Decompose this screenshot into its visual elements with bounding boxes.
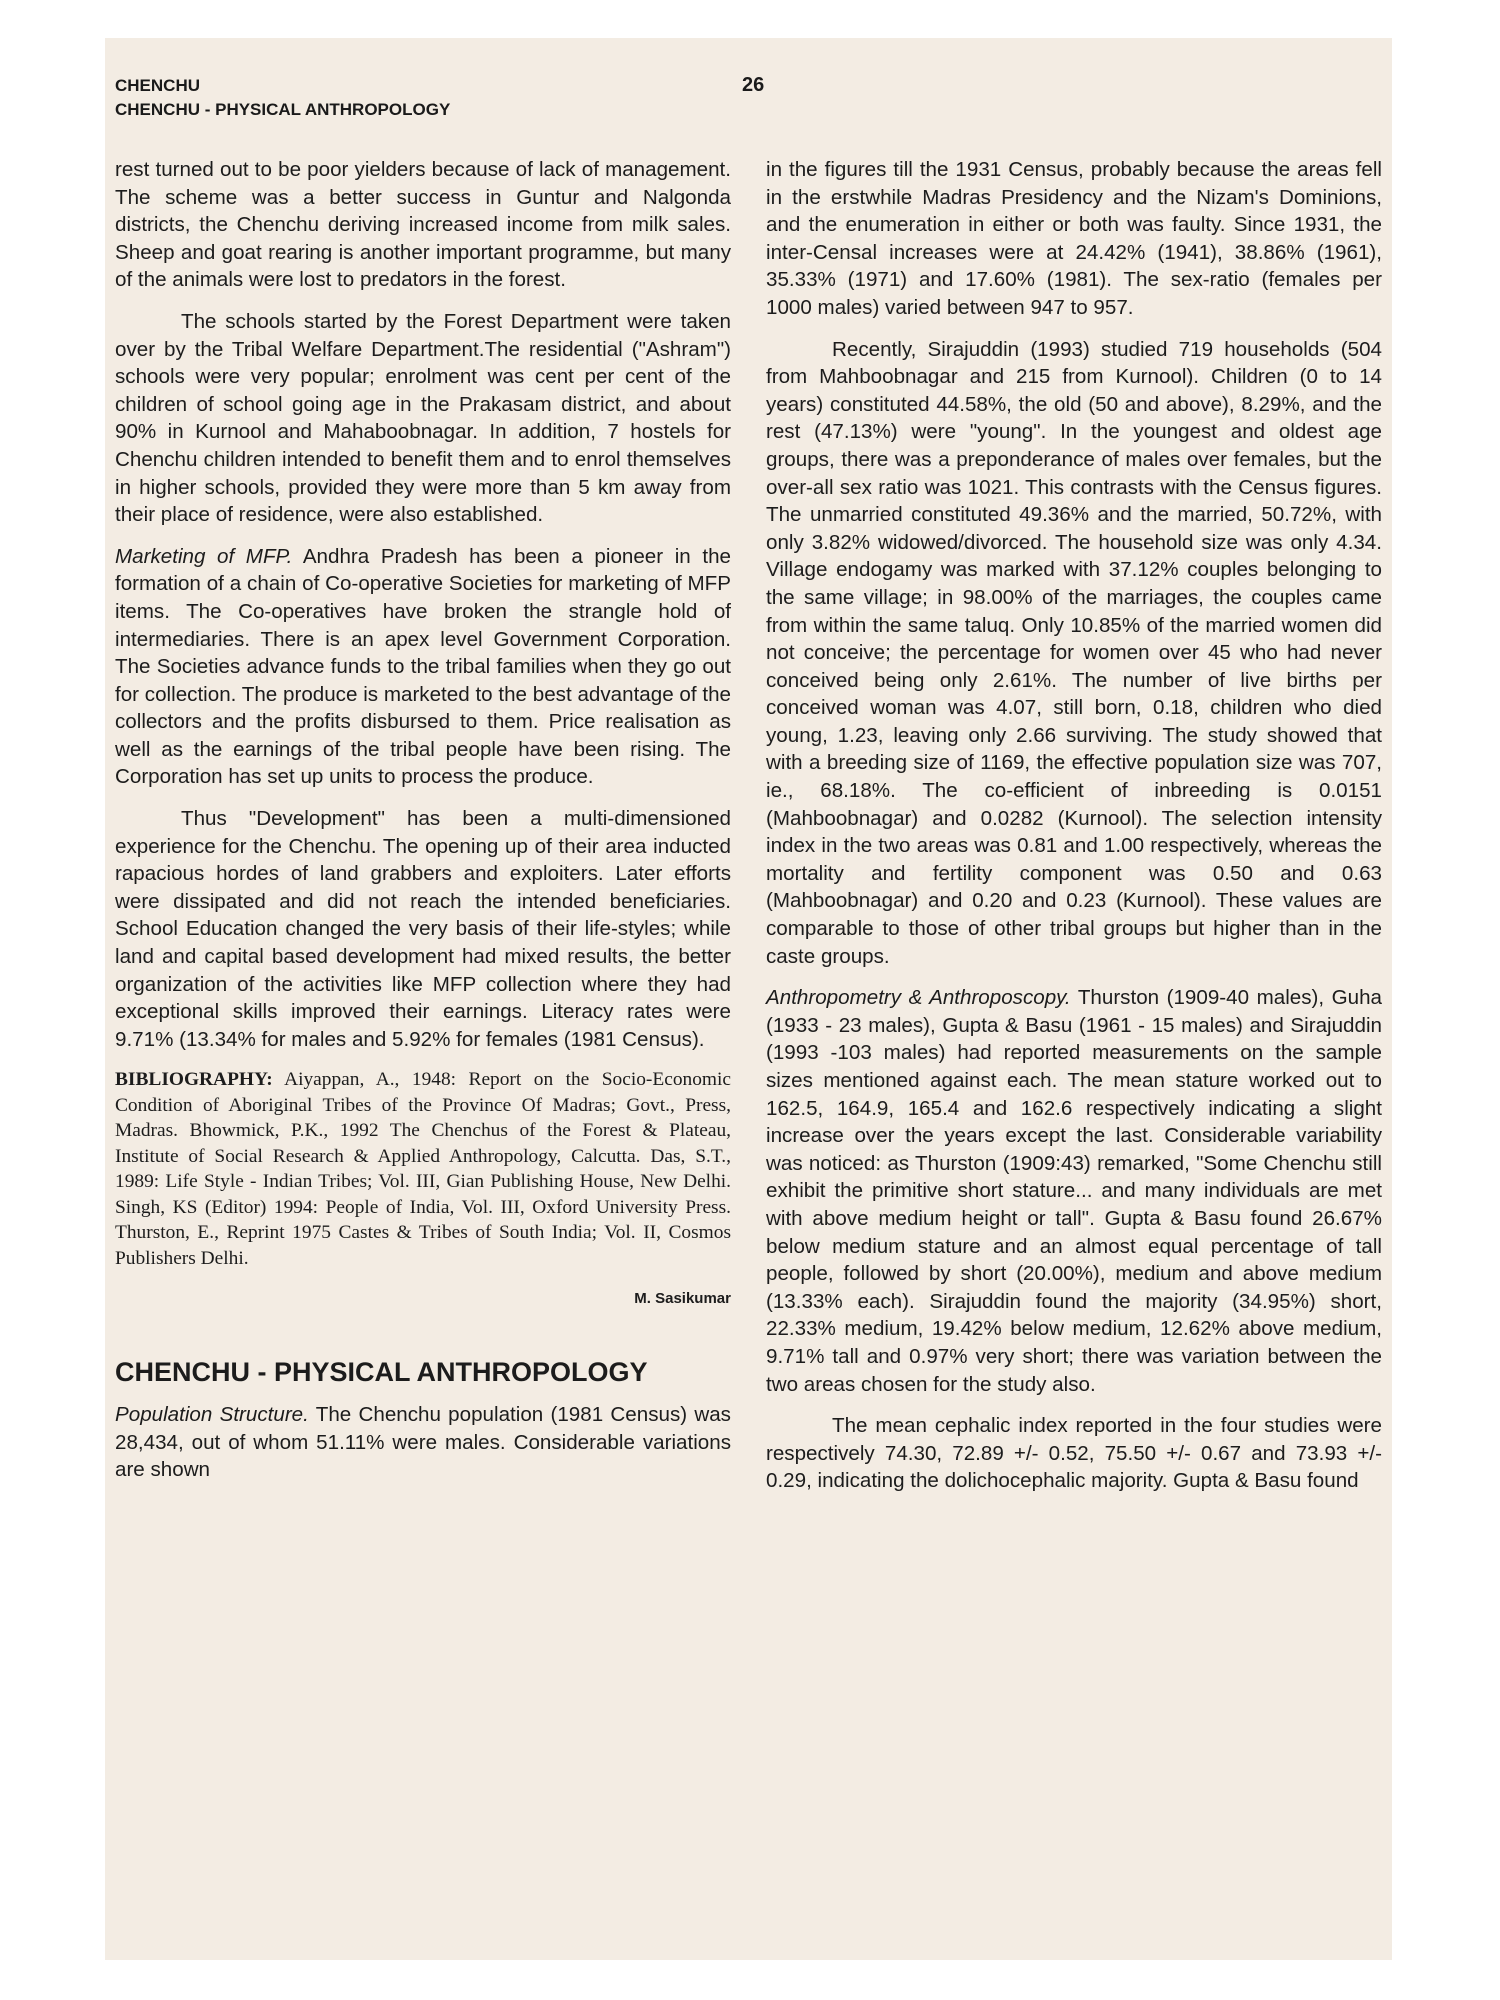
page-number: 26 (742, 74, 765, 96)
paragraph: The mean cephalic index reported in the four studies were respectively 74.30, 72.89 +/- 0.52, 75.50 +/- 0.67 and 73.93 +/- 0.29, indicating the dolichocephalic majority. Gupta & Basu found (766, 1414, 1382, 1493)
paragraph: The schools started by the Forest Department were taken over by the Tribal Welfare Department.The residential ("Ashram") schools were very popular; enrolment was cent per cent of the children of school going age in the Prakasam district, and about 90% in Kurnool and Mahaboobnagar. In addition, 7 hostels for Chenchu children intended to benefit them and to enrol themselves in higher schools, provided they were more than 5 km away from their place of residence, were also established. (115, 309, 731, 527)
header-subtitle: CHENCHU - PHYSICAL ANTHROPOLOGY (115, 100, 451, 119)
paragraph-text: The Chenchu population (1981 Census) was 28,434, out of whom 51.11% were males. Considerable variations are shown (115, 1403, 731, 1482)
document-page (105, 38, 1392, 1960)
paragraph-text: Andhra Pradesh has been a pioneer in the formation of a chain of Co-operative Societies for marketing of MFP items. The Co-operatives have broken the strangle hold of intermediaries. There is an apex level Government Corporation. The Societies advance funds to the tribal families when they go out for collection. The produce is marketed to the best advantage of the collectors and the profits disbursed to them. Price realisation as well as the earnings of the tribal people have been rising. The Corporation has set up units to process the produce. (115, 544, 731, 789)
paragraph (115, 1401, 731, 1484)
right-column (766, 156, 1382, 1509)
bibliography-text: Aiyappan, A., 1948: Report on the Socio-Economic Condition of Aboriginal Tribes of the Province Of Madras; Govt., Press, Madras. Bhowmick, P.K., 1992 The Chenchus of the Forest & Plateau, Institute of Social Research & Applied Anthropology, Calcutta. Das, S.T., 1989: Life Style - Indian Tribes; Vol. III, Gian Publishing House, New Delhi. Singh, KS (Editor) 1994: People of India, Vol. III, Oxford University Press. Thurston, E., Reprint 1975 Castes & Tribes of South India; Vol. II, Cosmos Publishers Delhi. (115, 1069, 731, 1269)
header-title: CHENCHU (115, 76, 200, 95)
author-signature: M. Sasikumar (634, 1290, 731, 1308)
bibliography (115, 1067, 731, 1271)
paragraph (115, 543, 731, 791)
paragraph-text: Thurston (1909-40 males), Guha (1933 - 23 males), Gupta & Basu (1961 - 15 males) and Sirajuddin (1993 -103 males) had reported measurements on the sample sizes mentioned against each. The mean stature worked out to 162.5, 164.9, 165.4 and 162.6 respectively indicating a slight increase over the years except the last. Considerable variability was noticed: as Thurston (1909:43) remarked, "Some Chenchu still exhibit the primitive short stature... and many individuals are met with above medium height or tall". Gupta & Basu found 26.67% below medium stature and an almost equal percentage of tall people, followed by short (20.00%), medium and above medium (13.33% each). Sirajuddin found the majority (34.95%) short, 22.33% medium, 19.42% below medium, 12.62% above medium, 9.71% tall and 0.97% very short; there was variation between the two areas chosen for the study also. (766, 986, 1382, 1396)
paragraph: rest turned out to be poor yielders because of lack of management. The scheme was a better success in Guntur and Nalgonda districts, the Chenchu deriving increased income from milk sales. Sheep and goat rearing is another important programme, but many of the animals were lost to predators in the forest. (115, 158, 731, 292)
paragraph: Recently, Sirajuddin (1993) studied 719 households (504 from Mahboobnagar and 215 from Kurnool). Children (0 to 14 years) constituted 44.58%, the old (50 and above), 8.29%, and the rest (47.13%) were "young". In the youngest and oldest age groups, there was a preponderance of males over females, but the over-all sex ratio was 1021. This contrasts with the Census figures. The unmarried constituted 49.36% and the married, 50.72%, with only 3.82% widowed/divorced. The household size was only 4.34. Village endogamy was marked with 37.12% couples belonging to the same village; in 98.00% of the marriages, the couples came from within the same taluq. Only 10.85% of the married women did not conceive; the percentage for women over 45 who had never conceived being only 2.61%. The number of live births per conceived woman was 4.07, still born, 0.18, children who died young, 1.23, leaving only 2.66 surviving. The study showed that with a breeding size of 1169, the effective population size was 707, ie., 68.18%. The co-efficient of inbreeding is 0.0151 (Mahboobnagar) and 0.0282 (Kurnool). The selection intensity index in the two areas was 0.81 and 1.00 respectively, whereas the mortality and fertility component was 0.50 and 0.63 (Mahboobnagar) and 0.20 and 0.23 (Kurnool). These values are comparable to those of other tribal groups but higher than in the caste groups. (766, 337, 1382, 968)
left-column (115, 156, 731, 1498)
paragraph: Thus "Development" has been a multi-dimensioned experience for the Chenchu. The opening up of their area inducted rapacious hordes of land grabbers and exploiters. Later efforts were dissipated and did not reach the intended beneficiaries. School Education changed the very basis of their life-styles; while land and capital based development had mixed results, the better organization of the activities like MFP collection where they had exceptional skills improved their earnings. Literacy rates were 9.71% (13.34% for males and 5.92% for females (1981 Census). (115, 807, 731, 1051)
paragraph: in the figures till the 1931 Census, probably because the areas fell in the erstwhile Madras Presidency and the Nizam's Dominions, and the enumeration in either or both was faulty. Since 1931, the inter-Censal increases were at 24.42% (1941), 38.86% (1961), 35.33% (1971) and 17.60% (1981). The sex-ratio (females per 1000 males) varied between 947 to 957. (766, 158, 1382, 319)
bibliography-heading: BIBLIOGRAPHY: (115, 1069, 273, 1091)
paragraph-heading: Anthropometry & Anthroposcopy. (766, 986, 1071, 1010)
paragraph-heading: Population Structure. (115, 1403, 309, 1426)
paragraph-heading: Marketing of MFP. (115, 544, 293, 568)
section-heading: CHENCHU - PHYSICAL ANTHROPOLOGY (115, 1357, 648, 1387)
paragraph (766, 984, 1382, 1398)
